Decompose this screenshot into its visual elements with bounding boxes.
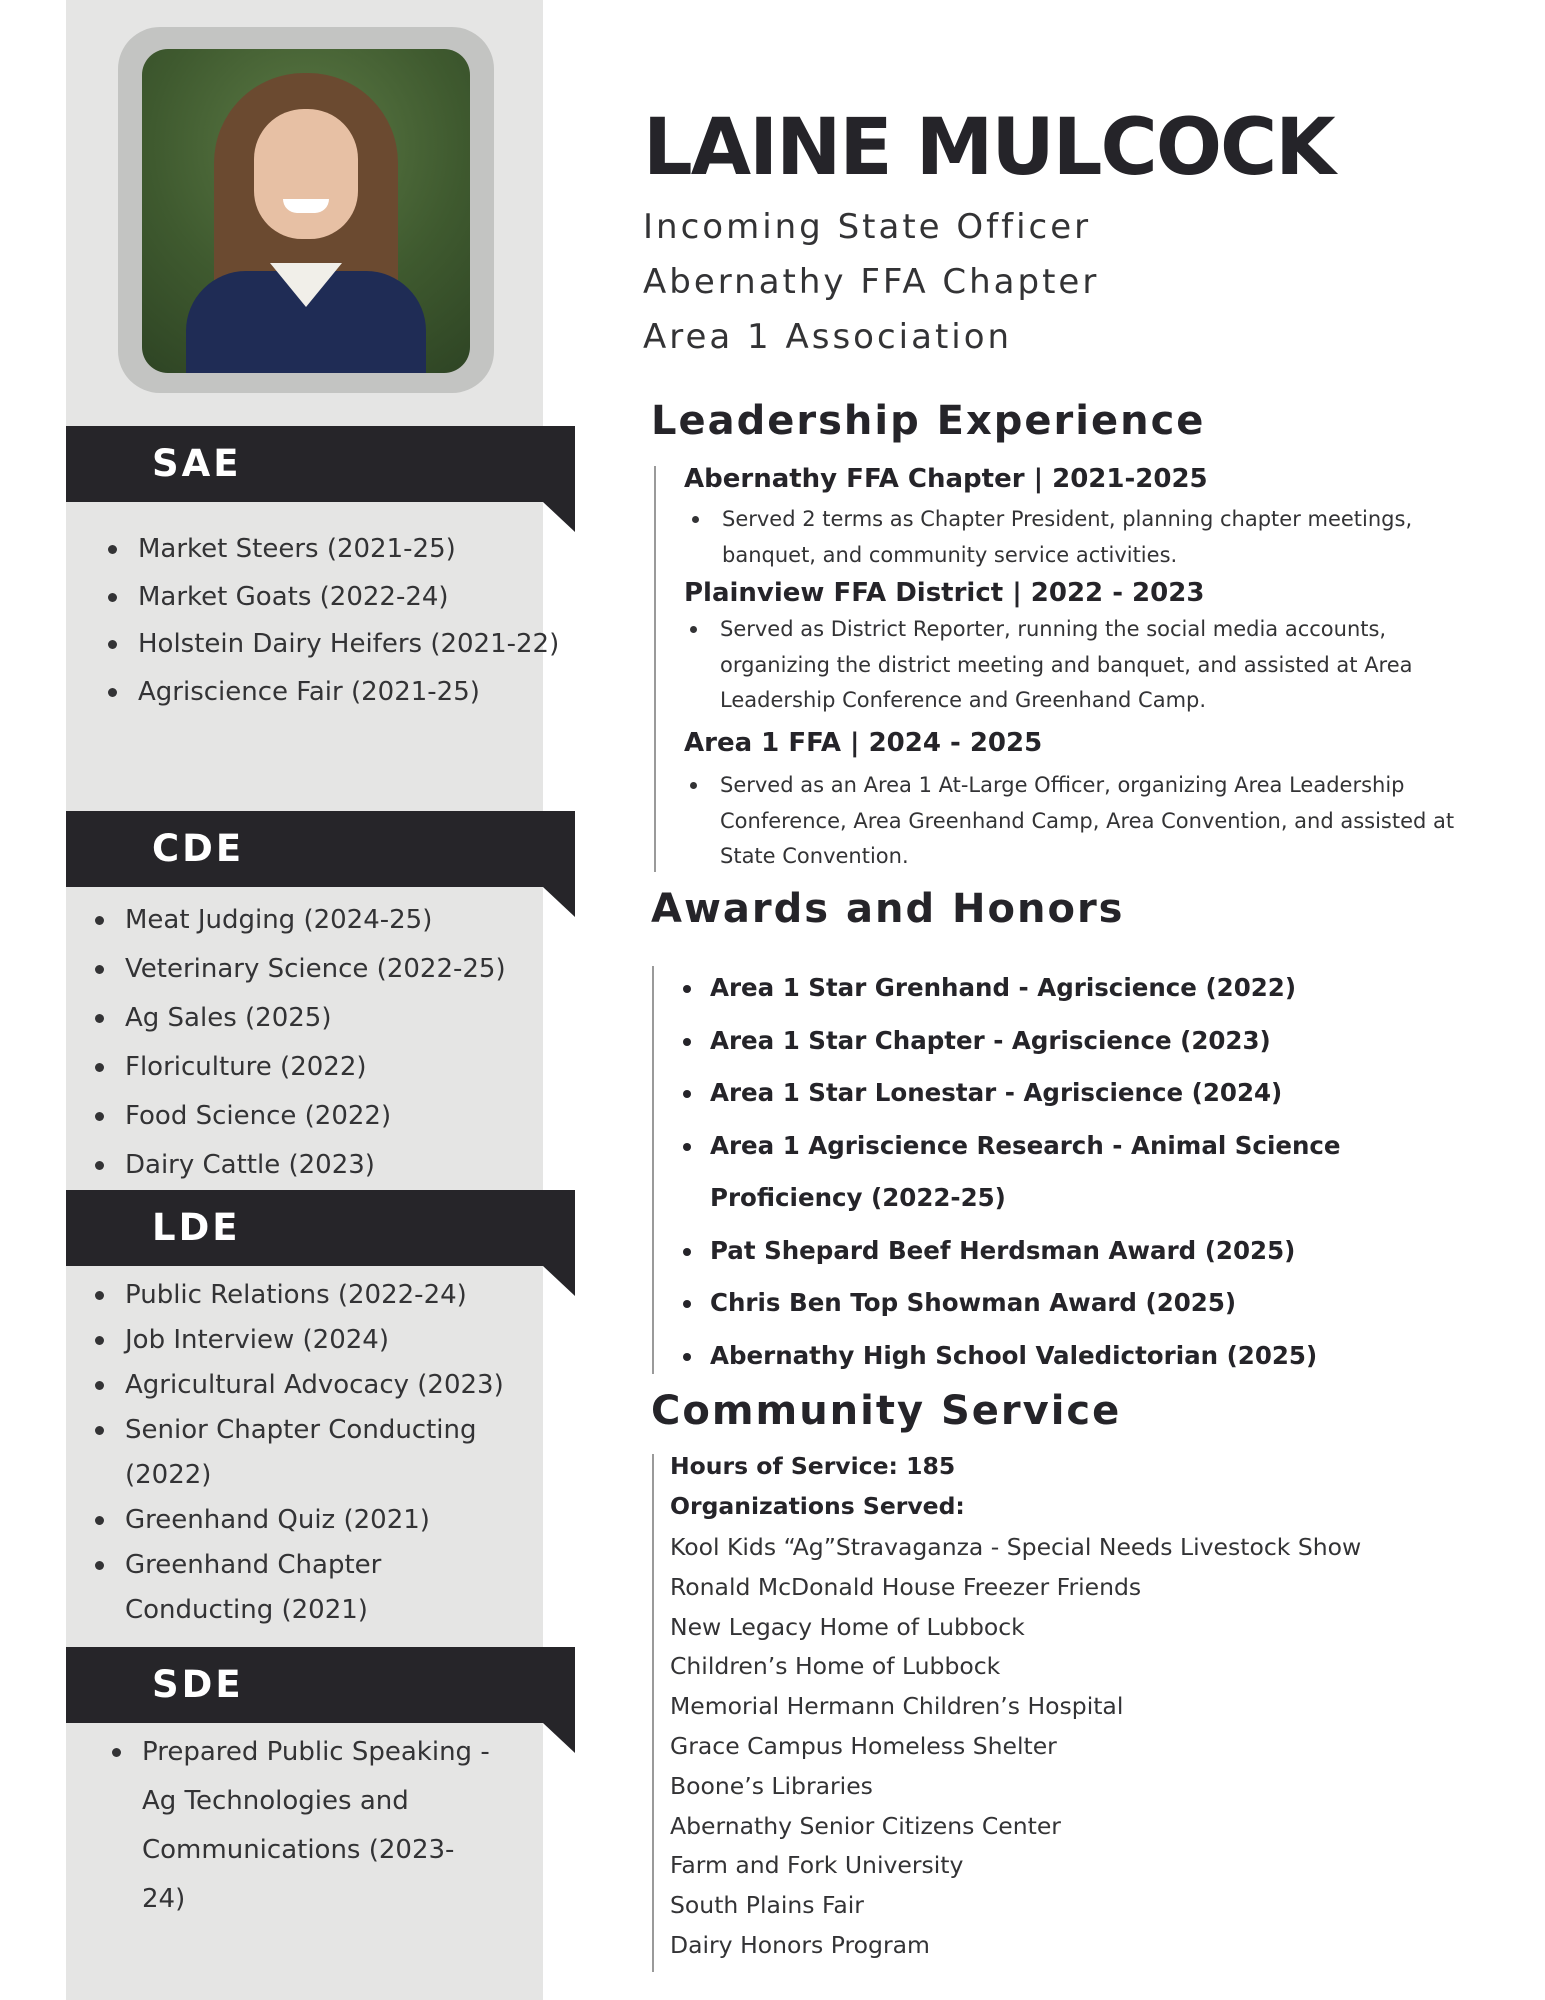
leadership-entry-description: Served as an Area 1 At-Large Officer, organizing Area Leadership Conference, Area Greenhand Camp, Area Convention, and assisted at State Convention. xyxy=(686,768,1480,875)
list-item: Ronald McDonald House Freezer Friends xyxy=(670,1572,1142,1601)
sae-section-header xyxy=(66,426,575,502)
awards-divider-line xyxy=(652,966,654,1374)
leadership-entry-title: Plainview FFA District | 2022 - 2023 xyxy=(684,578,1205,608)
list-item: Area 1 Star Grenhand - Agriscience (2022) xyxy=(690,962,1450,1015)
leadership-entry-title: Area 1 FFA | 2024 - 2025 xyxy=(684,728,1043,758)
subtitle-role: Incoming State Officer xyxy=(643,207,1092,247)
list-item: Dairy Cattle (2023) xyxy=(95,1141,506,1190)
list-item: Chris Ben Top Showman Award (2025) xyxy=(690,1277,1450,1330)
list-item: Area 1 Star Chapter - Agriscience (2023) xyxy=(690,1015,1450,1068)
lde-title: LDE xyxy=(152,1206,241,1249)
profile-photo-frame xyxy=(118,27,494,393)
list-item: Holstein Dairy Heifers (2021-22) xyxy=(108,621,559,669)
list-item: Public Relations (2022-24) xyxy=(95,1273,535,1318)
lde-section-header xyxy=(66,1190,575,1266)
leadership-entry-title: Abernathy FFA Chapter | 2021-2025 xyxy=(684,464,1208,494)
sde-list xyxy=(112,1728,492,1924)
sde-title: SDE xyxy=(152,1663,244,1706)
service-hours: Hours of Service: 185 xyxy=(670,1452,956,1480)
sae-title: SAE xyxy=(152,442,242,485)
list-item: Memorial Hermann Children’s Hospital xyxy=(670,1692,1124,1721)
list-item: Area 1 Star Lonestar - Agriscience (2024) xyxy=(690,1067,1450,1120)
list-item: Area 1 Agriscience Research - Animal Science Proficiency (2022-25) xyxy=(690,1120,1450,1225)
list-item: Ag Sales (2025) xyxy=(95,994,506,1043)
profile-photo xyxy=(142,49,470,373)
list-item: Kool Kids “Ag”Stravaganza - Special Needs Livestock Show xyxy=(670,1533,1362,1561)
list-item: Market Steers (2021-25) xyxy=(108,526,559,574)
list-item: Veterinary Science (2022-25) xyxy=(95,945,506,994)
sde-ribbon-fold xyxy=(543,1723,575,1753)
leadership-entry-description: Served 2 terms as Chapter President, planning chapter meetings, banquet, and community service activities. xyxy=(688,502,1442,573)
list-item: Boone’s Libraries xyxy=(670,1771,873,1800)
list-item: Agriscience Fair (2021-25) xyxy=(108,669,559,717)
list-item: Market Goats (2022-24) xyxy=(108,574,559,622)
leadership-entry-description: Served as District Reporter, running the social media accounts, organizing the district meeting and banquet, and assisted at Area Leadership Conference and Greenhand Camp. xyxy=(686,612,1460,719)
sde-section-header xyxy=(66,1647,575,1723)
list-item: Pat Shepard Beef Herdsman Award (2025) xyxy=(690,1225,1450,1278)
list-item: Farm and Fork University xyxy=(670,1851,964,1880)
list-item: Food Science (2022) xyxy=(95,1092,506,1141)
cde-title: CDE xyxy=(152,827,245,870)
list-item: Children’s Home of Lubbock xyxy=(670,1652,1001,1681)
list-item: Floriculture (2022) xyxy=(95,1043,506,1092)
community-divider-line xyxy=(652,1454,654,1972)
cde-ribbon-fold xyxy=(543,887,575,917)
leadership-divider-line xyxy=(654,466,656,872)
organizations-list xyxy=(670,1528,1361,1966)
list-item: Senior Chapter Conducting (2022) xyxy=(95,1408,535,1498)
community-heading: Community Service xyxy=(651,1388,1122,1434)
subtitle-chapter: Abernathy FFA Chapter xyxy=(643,262,1100,302)
sae-list xyxy=(108,526,559,716)
cde-section-header xyxy=(66,811,575,887)
list-item: Prepared Public Speaking - Ag Technologies and Communications (2023-24) xyxy=(112,1728,492,1924)
subtitle-association: Area 1 Association xyxy=(643,317,1013,357)
list-item: Agricultural Advocacy (2023) xyxy=(95,1363,535,1408)
lde-list xyxy=(95,1273,535,1633)
list-item: Dairy Honors Program xyxy=(670,1930,930,1959)
list-item: Job Interview (2024) xyxy=(95,1318,535,1363)
list-item: Meat Judging (2024-25) xyxy=(95,896,506,945)
list-item: South Plains Fair xyxy=(670,1891,864,1920)
cde-list xyxy=(95,896,506,1190)
profile-name: LAINE MULCOCK xyxy=(643,103,1334,193)
organizations-label: Organizations Served: xyxy=(670,1492,965,1520)
list-item: Greenhand Chapter Conducting (2021) xyxy=(95,1543,535,1633)
list-item: Abernathy Senior Citizens Center xyxy=(670,1811,1061,1840)
list-item: New Legacy Home of Lubbock xyxy=(670,1612,1025,1641)
list-item: Abernathy High School Valedictorian (2025) xyxy=(690,1330,1450,1383)
awards-list xyxy=(690,962,1450,1382)
list-item: Greenhand Quiz (2021) xyxy=(95,1498,535,1543)
list-item: Grace Campus Homeless Shelter xyxy=(670,1731,1057,1760)
lde-ribbon-fold xyxy=(543,1266,575,1296)
leadership-heading: Leadership Experience xyxy=(651,398,1206,444)
awards-heading: Awards and Honors xyxy=(651,886,1125,932)
